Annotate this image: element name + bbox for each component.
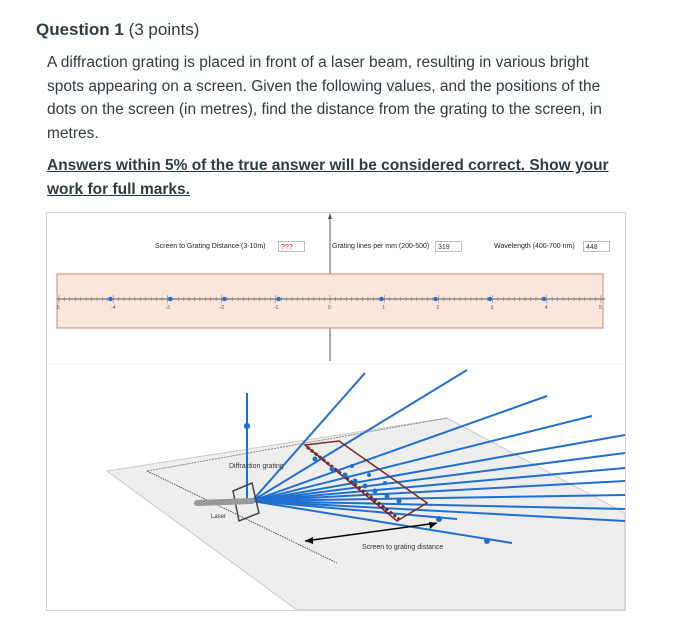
axis-tick-label: -4 xyxy=(111,305,116,311)
bright-spot xyxy=(542,297,546,301)
question-title: Question 1 xyxy=(36,20,124,39)
axis-tick-label: 5 xyxy=(57,305,60,311)
screen-distance-input[interactable]: ??? xyxy=(278,241,305,252)
question-heading xyxy=(36,20,199,40)
axis-tick-label: 2 xyxy=(436,305,440,311)
wavelength-label: Wavelength (400-700 nm) xyxy=(494,243,575,250)
bright-spot xyxy=(108,297,112,301)
laser-body xyxy=(197,501,252,503)
geogebra-applet xyxy=(46,212,626,611)
axis-tick-label: -3 xyxy=(165,305,170,311)
axis-tick-label: 0 xyxy=(328,305,331,311)
bright-spot xyxy=(488,297,492,301)
grating-label: Diffraction grating xyxy=(229,463,284,470)
distance-label: Screen to grating distance xyxy=(362,544,444,551)
wavelength-input[interactable]: 448 xyxy=(583,241,610,252)
axis-tick-label: -2 xyxy=(219,305,225,311)
screen-distance-label: Screen to Grating Distance (3-10m) xyxy=(155,243,266,250)
beam-dot xyxy=(244,423,250,429)
floor-plane xyxy=(107,418,625,610)
bright-spot xyxy=(433,297,437,301)
grating-lines-label: Grating lines per mm (200-500) xyxy=(332,243,430,250)
question-points: (3 points) xyxy=(128,20,200,39)
bright-spot xyxy=(168,297,172,301)
grating-lines-input[interactable]: 319 xyxy=(435,241,462,252)
axis-tick-label: 1 xyxy=(382,305,385,311)
bright-spot xyxy=(222,297,226,301)
bright-spot xyxy=(379,297,383,301)
axis-tick-label: -1 xyxy=(273,305,279,311)
axis-tick-label: 4 xyxy=(544,305,548,311)
axis-tick-label: 5 xyxy=(599,305,602,311)
axis-arrow xyxy=(328,213,332,219)
applet-canvas xyxy=(47,213,625,610)
axis-tick-label: 3 xyxy=(490,305,494,311)
bright-spot xyxy=(276,297,280,301)
laser-label: Laser xyxy=(211,514,227,520)
question-body: A diffraction grating is placed in front of a laser beam, resulting in various bright spots appearing on a screen. Given the following values, and the positions of the dots on the screen (in metres), find the distance from the grating to the screen, in metres. xyxy=(47,54,602,142)
question-note: Answers within 5% of the true answer will be considered correct. Show your work for full marks. xyxy=(47,157,609,198)
